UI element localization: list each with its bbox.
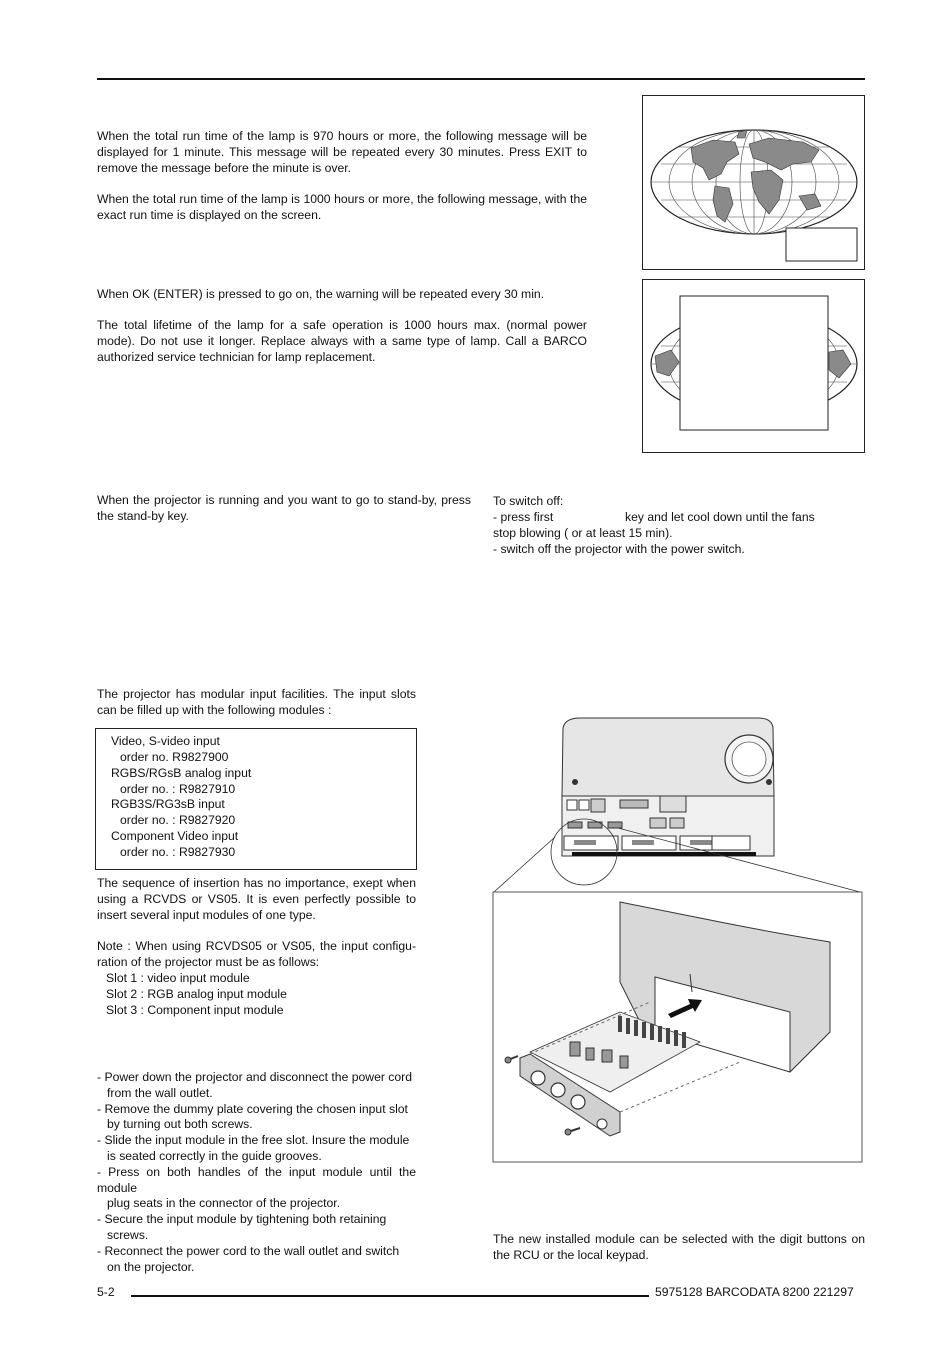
page-number: 5-2 xyxy=(97,1285,115,1299)
install-step: - Secure the input module by tightening both retaining screws. xyxy=(97,1212,387,1242)
module-name: RGBS/RGsB analog input xyxy=(111,766,252,780)
projector-rear-illustration xyxy=(490,712,865,1167)
switch-off-step-1-start: - press first xyxy=(493,509,554,524)
selection-note: The new installed module can be selected with the digit buttons on the RCU or the local keypad. xyxy=(493,1232,865,1262)
lamp-warning-paragraph-2: When the total run time of the lamp is 1000 hours or more, the following message, with the exact run time is displayed on the screen. xyxy=(97,192,587,222)
footer-doc-id: 5975128 BARCODATA 8200 221297 xyxy=(655,1285,854,1299)
module-order-number: order no. : R9827920 xyxy=(120,813,236,827)
module-name: RGB3S/RG3sB input xyxy=(111,797,225,811)
module-list-box xyxy=(95,728,417,870)
lamp-lifetime-paragraph: The total lifetime of the lamp for a safe operation is 1000 hours max. (normal power mode). Do not use it longer. Replace always with a same type of lamp. Call a BARCO authorized service technician for lamp replacement. xyxy=(97,318,587,364)
slot-item: Slot 3 : Component input module xyxy=(106,1002,284,1017)
sequence-paragraph: The sequence of insertion has no importance, exept when using a RCVDS or VS05. It is even perfectly possible to insert several input modules of one type. xyxy=(97,876,416,922)
install-step: - Slide the input module in the free slot. Insure the module is seated correctly in the guide grooves. xyxy=(97,1133,410,1163)
slot-item: Slot 2 : RGB analog input module xyxy=(106,986,287,1001)
modules-intro: The projector has modular input facilities. The input slots can be filled up with the following modules : xyxy=(97,687,416,717)
module-order-number: order no. : R9827930 xyxy=(120,845,236,859)
install-step: - Remove the dummy plate covering the chosen input slot by turning out both screws. xyxy=(97,1101,408,1132)
slot-list xyxy=(106,971,287,1018)
module-order-number: order no. : R9827910 xyxy=(120,782,236,796)
world-map-illustration xyxy=(643,96,864,269)
switch-off-step-1-end: key and let cool down until the fans xyxy=(625,509,815,524)
header-rule xyxy=(97,78,865,80)
install-step: - Reconnect the power cord to the wall outlet and switch on the projector. xyxy=(97,1243,400,1274)
lamp-warning-paragraph-3: When OK (ENTER) is pressed to go on, the warning will be repeated every 30 min. xyxy=(97,287,545,301)
lamp-runtime-screen-figure xyxy=(642,279,865,453)
standby-paragraph: When the projector is running and you want to go to stand-by, press the stand-by key. xyxy=(97,493,471,523)
lamp-warning-paragraph-1: When the total run time of the lamp is 970 hours or more, the following message will be displayed for 1 minute. This message will be repeated every 30 minutes. Press EXIT to remove the message before the minute is over. xyxy=(97,129,587,175)
install-step: - Power down the projector and disconnect the power cord from the wall outlet. xyxy=(97,1070,413,1100)
install-step: - Press on both handles of the input module until the module plug seats in the connector of the projector. xyxy=(97,1164,416,1211)
switch-off-title: To switch off: xyxy=(493,494,564,508)
lamp-warning-screen-figure xyxy=(642,95,865,270)
module-name: Video, S-video input xyxy=(111,734,220,748)
footer-rule xyxy=(131,1295,649,1297)
slot-item: Slot 1 : video input module xyxy=(106,971,250,985)
switch-off-section xyxy=(493,494,833,557)
module-name: Component Video input xyxy=(111,829,239,843)
switch-off-step-1-cont: stop blowing ( or at least 15 min). xyxy=(493,525,673,540)
install-steps xyxy=(97,1070,416,1275)
module-order-number: order no. R9827900 xyxy=(120,750,229,764)
switch-off-step-2: - switch off the projector with the power switch. xyxy=(493,541,745,556)
note-paragraph: Note : When using RCVDS05 or VS05, the input configu-ration of the projector must be as follows: xyxy=(97,939,416,969)
runtime-message-illustration xyxy=(643,280,864,452)
